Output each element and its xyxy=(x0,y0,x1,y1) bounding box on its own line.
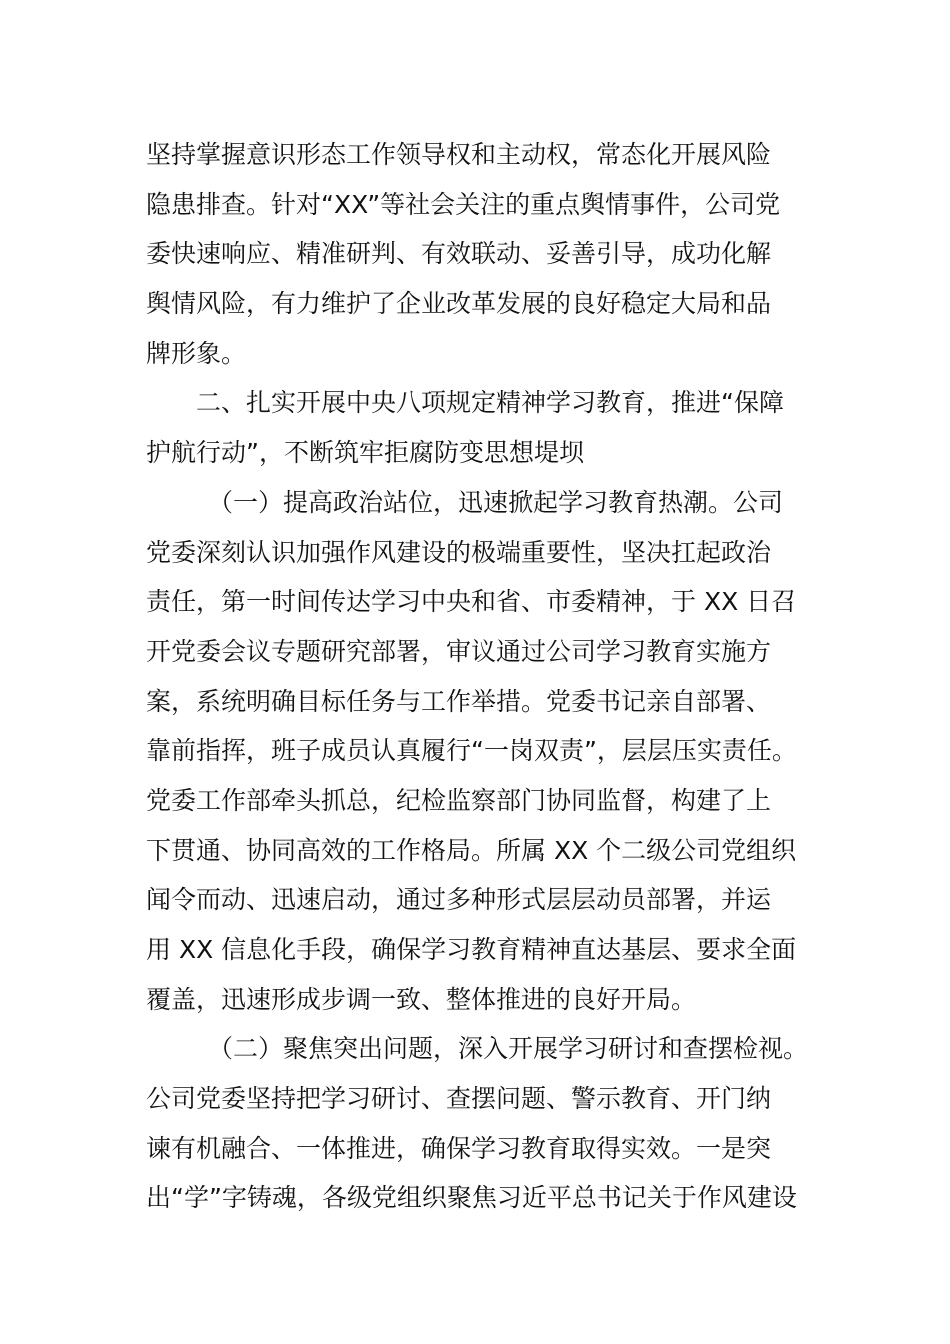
text-line: 责任，第一时间传达学习中央和省、市委精神，于 XX 日召 xyxy=(146,587,797,617)
text-line: 覆盖，迅速形成步调一致、整体推进的良好开局。 xyxy=(146,984,697,1014)
text-line: 舆情风险，有力维护了企业改革发展的良好稳定大局和品 xyxy=(146,289,772,319)
text-line: 下贯通、协同高效的工作格局。所属 XX 个二级公司党组织 xyxy=(146,835,797,865)
text-line: 牌形象。 xyxy=(146,338,247,368)
text-line: 委快速响应、精准研判、有效联动、妥善引导，成功化解 xyxy=(146,239,772,269)
text-line: 隐患排查。针对“XX”等社会关注的重点舆情事件，公司党 xyxy=(146,189,781,219)
text-line: 党委工作部牵头抓总，纪检监察部门协同监督，构建了上 xyxy=(146,785,772,815)
text-line: 开党委会议专题研究部署，审议通过公司学习教育实施方 xyxy=(146,636,772,666)
body-text xyxy=(146,130,810,1223)
text-line: 坚持掌握意识形态工作领导权和主动权，常态化开展风险 xyxy=(146,140,772,169)
subsection-line: （一）提高政治站位，迅速掀起学习教育热潮。公司 xyxy=(208,487,784,517)
section-heading-line: 二、扎实开展中央八项规定精神学习教育，推进“保障 xyxy=(196,388,784,418)
text-line: 靠前指挥，班子成员认真履行“一岗双责”，层层压实责任。 xyxy=(146,736,797,766)
text-line: 用 XX 信息化手段，确保学习教育精神直达基层、要求全面 xyxy=(146,935,797,964)
text-line: 案，系统明确目标任务与工作举措。党委书记亲自部署、 xyxy=(146,686,772,716)
text-line: 出“学”字铸魂，各级党组织聚焦习近平总书记关于作风建设 xyxy=(146,1183,797,1213)
text-line: 公司党委坚持把学习研讨、查摆问题、警示教育、开门纳 xyxy=(146,1084,772,1114)
text-line: 党委深刻认识加强作风建设的极端重要性，坚决扛起政治 xyxy=(146,537,772,567)
section-heading-line: 护航行动”，不断筑牢拒腐防变思想堤坝 xyxy=(146,438,584,468)
subsection-line: （二）聚焦突出问题，深入开展学习研讨和查摆检视。 xyxy=(208,1034,809,1064)
text-line: 谏有机融合、一体推进，确保学习教育取得实效。一是突 xyxy=(146,1133,772,1163)
text-line: 闻令而动、迅速启动，通过多种形式层层动员部署，并运 xyxy=(146,885,772,915)
